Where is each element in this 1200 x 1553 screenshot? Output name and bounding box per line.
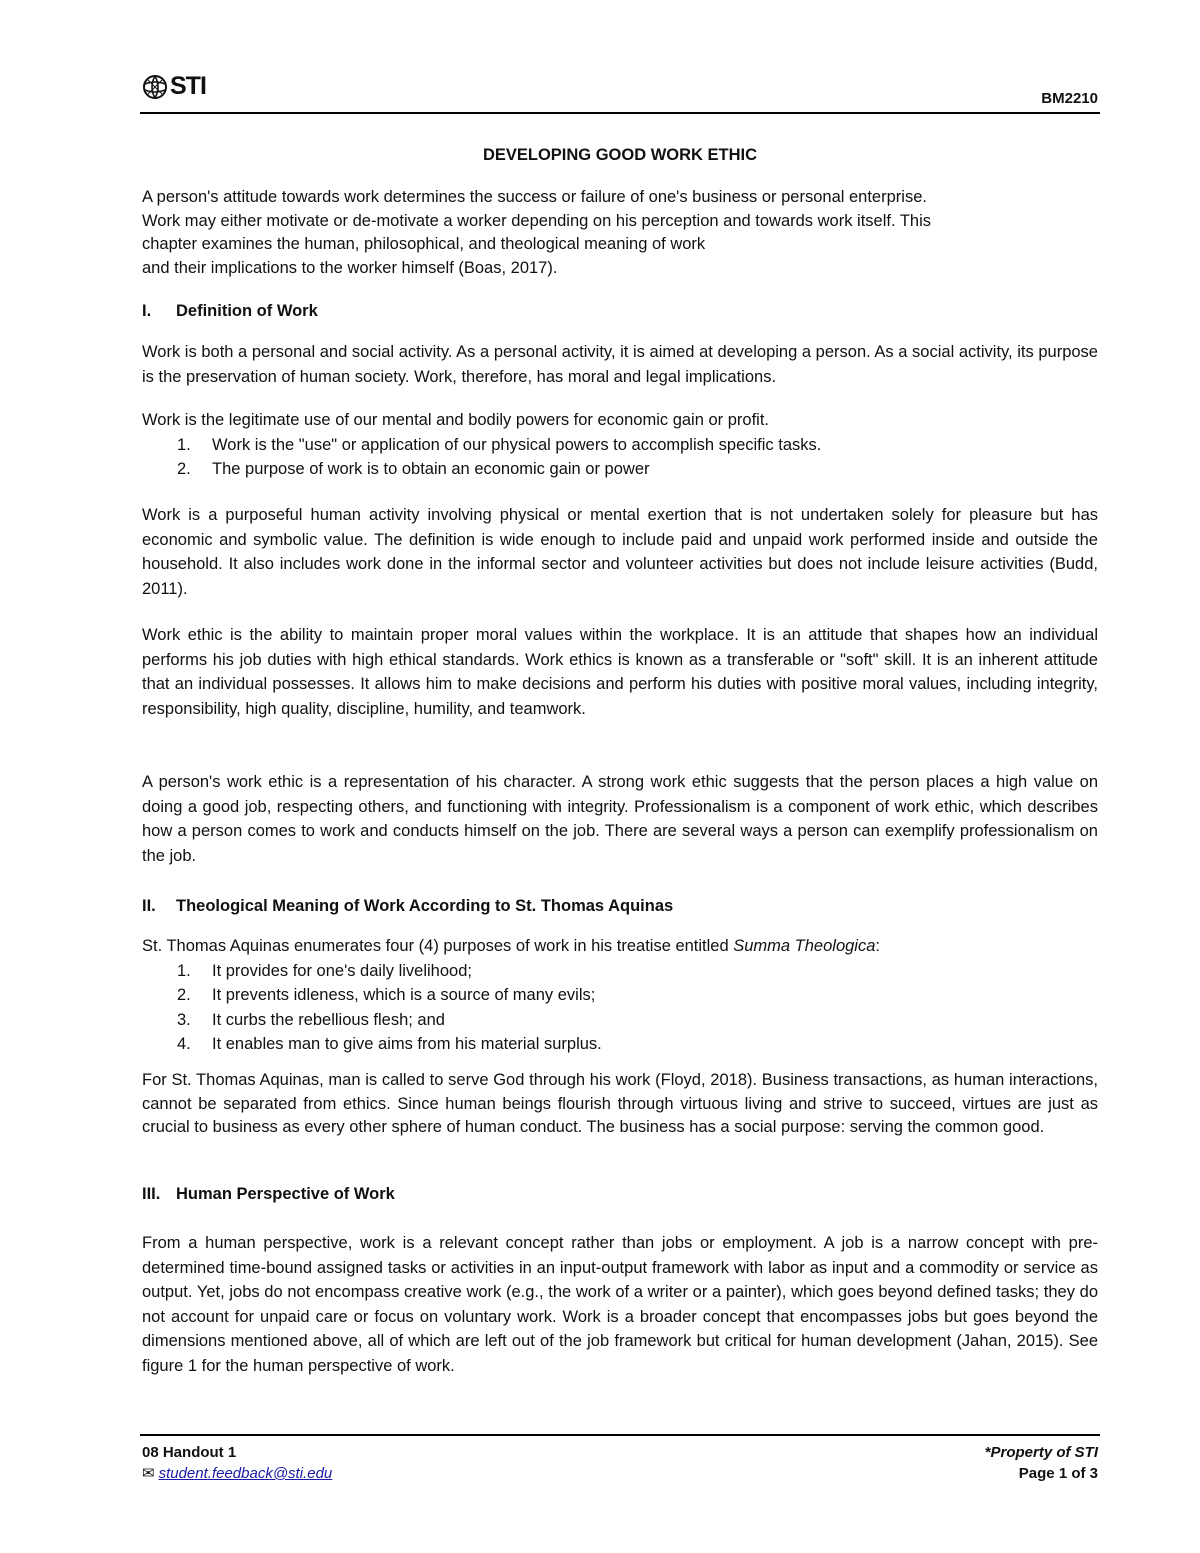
footer-right <box>985 1442 1098 1484</box>
section-number: II. <box>142 897 156 915</box>
section-number: I. <box>142 302 152 320</box>
intro-line: chapter examines the human, philosophical, and theological meaning of work <box>142 235 706 253</box>
section-1-paragraph-5 <box>142 770 1098 868</box>
section-2-paragraph-2 <box>142 1069 1098 1140</box>
section-1-paragraph-3 <box>142 503 1098 601</box>
intro-line: and their implications to the worker himself (Boas, 2017). <box>142 258 558 277</box>
paragraph: Work is the legitimate use of our mental and bodily powers for economic gain or profit. <box>142 411 769 429</box>
section-1-body <box>142 340 1098 389</box>
paragraph: For St. Thomas Aquinas, man is called to serve God through his work (Floyd, 2018). Business transactions, as human interactions, cannot be separated from ethics. Since human beings flourish through virtuous living and strive to succeed, virtues are just as crucial to business as every other sphere of human conduct. The business has a social purpose: serving the common good. <box>142 1071 1098 1136</box>
list-item: 2. It prevents idleness, which is a source of many evils; <box>177 986 596 1004</box>
globe-icon <box>142 74 168 100</box>
list-item: 3. It curbs the rebellious flesh; and <box>177 1010 445 1029</box>
section-heading-2 <box>142 897 673 916</box>
page-title: DEVELOPING GOOD WORK ETHIC <box>482 146 758 164</box>
footer-divider <box>140 1434 1100 1436</box>
section-1-list-block <box>142 408 1098 482</box>
section-1-paragraph-4 <box>142 623 1098 721</box>
numbered-list <box>142 433 1098 482</box>
section-heading-1 <box>142 302 318 321</box>
list-item: 2. The purpose of work is to obtain an economic gain or power <box>177 460 650 478</box>
paragraph: Work is both a personal and social activity. As a personal activity, it is aimed at developing a person. As a social activity, its purpose is the preservation of human society. Work, therefore, has moral and legal implications. <box>142 343 1098 386</box>
section-title: Human Perspective of Work <box>176 1185 395 1203</box>
handout-label: 08 Handout 1 <box>142 1444 237 1461</box>
property-notice: *Property of STI <box>984 1444 1098 1461</box>
intro-line: A person's attitude towards work determines the success or failure of one's business or personal enterprise. <box>142 188 927 206</box>
sti-logo <box>142 72 206 101</box>
section-2-list-block <box>142 934 1098 1057</box>
course-code: BM2210 <box>1041 90 1098 107</box>
section-3-paragraph-1 <box>142 1231 1098 1378</box>
list-item: 1. It provides for one's daily livelihood; <box>177 961 472 980</box>
page-number: Page 1 of 3 <box>1018 1465 1098 1482</box>
treatise-title: Summa Theologica <box>733 937 876 955</box>
section-title: Definition of Work <box>176 302 318 320</box>
list-item: 4. It enables man to give aims from his material surplus. <box>177 1035 602 1053</box>
paragraph: Work ethic is the ability to maintain proper moral values within the workplace. It is an attitude that shapes how an individual performs his job duties with high ethical standards. Work ethics is known as a transferable or "soft" skill. It is an inherent attitude that an individual possesses. It allows him to make decisions and perform his duties with positive moral values, including integrity, responsibility, high quality, discipline, humility, and teamwork. <box>142 626 1098 718</box>
footer-left <box>142 1442 332 1484</box>
section-heading-3 <box>142 1185 395 1204</box>
paragraph: A person's work ethic is a representation of his character. A strong work ethic suggests that the person places a high value on doing a good job, respecting others, and functioning with integrity. Professionalism is a component of work ethic, which describes how a person comes to work and conducts himself on the job. There are several ways a person can exemplify professionalism on the job. <box>142 773 1098 865</box>
envelope-icon: ✉ <box>142 1465 155 1482</box>
section-number: III. <box>142 1185 161 1203</box>
section-title: Theological Meaning of Work According to St. Thomas Aquinas <box>176 897 674 915</box>
paragraph: Work is a purposeful human activity involving physical or mental exertion that is not undertaken solely for pleasure but has economic and symbolic value. The definition is wide enough to include paid and unpaid work performed inside and outside the household. It also includes work done in the informal sector and volunteer activities but does not include leisure activities (Budd, 2011). <box>142 506 1098 598</box>
paragraph: St. Thomas Aquinas enumerates four (4) purposes of work in his treatise entitled Summa Theologica: <box>142 937 880 955</box>
numbered-list <box>142 959 1098 1057</box>
header-divider <box>140 112 1100 114</box>
paragraph: From a human perspective, work is a relevant concept rather than jobs or employment. A job is a narrow concept with pre-determined time-bound assigned tasks or activities in an input-output framework with labor as input and a commodity or service as output. Yet, jobs do not encompass creative work (e.g., the work of a writer or a painter), which goes beyond defined tasks; they do not account for unpaid care or focus on voluntary work. Work is a broader concept that encompasses jobs but goes beyond the dimensions mentioned above, all of which are left out of the job framework but critical for human development (Jahan, 2015). See figure 1 for the human perspective of work. <box>142 1234 1098 1375</box>
intro-line: Work may either motivate or de-motivate a worker depending on his perception and towards work itself. This <box>142 211 932 230</box>
feedback-email-link[interactable]: student.feedback@sti.edu <box>158 1465 333 1482</box>
logo-text: STI <box>170 72 206 100</box>
list-item: 1. Work is the "use" or application of our physical powers to accomplish specific tasks. <box>177 435 822 454</box>
intro-paragraph <box>142 186 1098 280</box>
